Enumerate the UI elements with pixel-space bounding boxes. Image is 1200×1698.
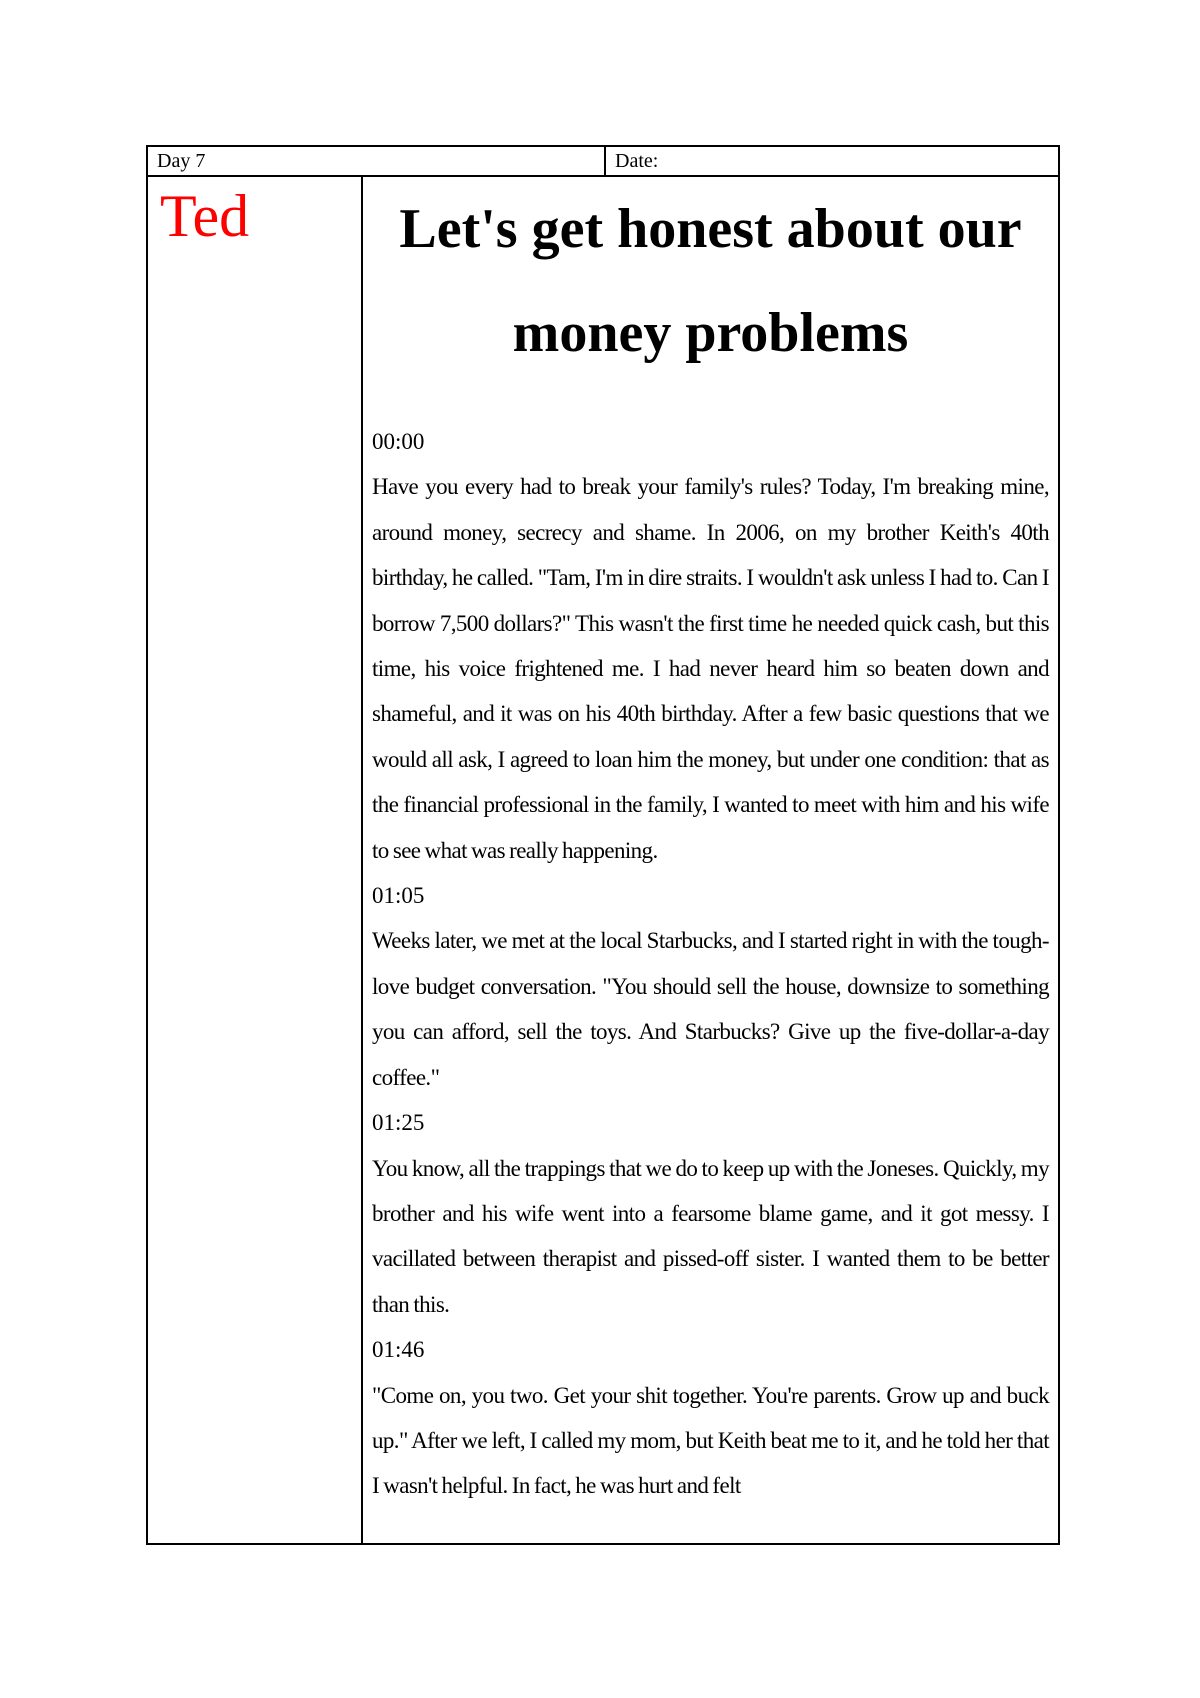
transcript-segment bbox=[372, 1327, 1049, 1509]
timestamp: 01:05 bbox=[372, 883, 425, 909]
segment-text: "Come on, you two. Get your shit together. You're parents. Grow up and buck up." After we left, I called my mom, but Keith beat me to it, and he told her that I wasn't helpful. In fact, he was hurt and felt bbox=[372, 1382, 1049, 1499]
speaker-column bbox=[148, 177, 363, 1543]
segment-text: You know, all the trappings that we do to keep up with the Joneses. Quickly, my brother and his wife went into a fearsome blame game, and it got messy. I vacillated between therapist and pissed-off sister. I wanted them to be better than this. bbox=[372, 1155, 1049, 1317]
timestamp: 01:25 bbox=[372, 1110, 425, 1136]
timestamp: 01:46 bbox=[372, 1337, 425, 1363]
segment-text: Weeks later, we met at the local Starbucks, and I started right in with the tough-love budget conversation. "You should sell the house, downsize to something you can afford, sell the toys. And Starbucks? Give up the five-dollar-a-day coffee." bbox=[372, 928, 1049, 1090]
day-label: Day 7 bbox=[148, 147, 606, 175]
transcript-segment bbox=[372, 419, 1049, 873]
transcript-segment bbox=[372, 1100, 1049, 1327]
talk-title: Let's get honest about our money problems bbox=[399, 198, 1022, 364]
header-row bbox=[148, 147, 1058, 177]
timestamp: 00:00 bbox=[372, 429, 425, 454]
segment-text: Have you every had to break your family's rules? Today, I'm breaking mine, around money, secrecy and shame. In 2006, on my brother Keith's 40th birthday, he called. "Tam, I'm in dire straits. I wouldn't ask unless I had to. Can I borrow 7,500 dollars?" This wasn't the first time he needed quick cash, but this time, his voice frightened me. I had never heard him so beaten down and shameful, and it was on his 40th birthday. After a few basic questions that we would all ask, I agreed to loan him the money, but under one condition: that as the financial professional in the family, I wanted to meet with him and his wife to see what was really happening. bbox=[372, 474, 1049, 863]
transcript-list bbox=[363, 385, 1058, 1509]
speaker-name: Ted bbox=[160, 183, 250, 249]
content-column bbox=[363, 177, 1058, 1543]
transcript-sheet bbox=[146, 145, 1060, 1545]
date-label: Date: bbox=[615, 150, 659, 172]
transcript-segment bbox=[372, 873, 1049, 1100]
